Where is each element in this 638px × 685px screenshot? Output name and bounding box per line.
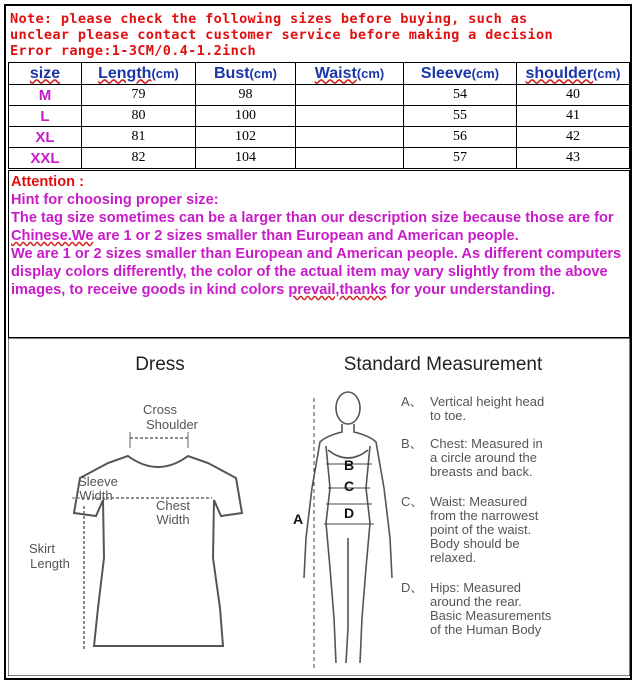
attention-hint: Hint for choosing proper size:	[11, 192, 219, 208]
sleeve-cell: 55	[404, 106, 517, 127]
label-d: D	[343, 505, 355, 521]
note-line-2: unclear please contact customer service before making a decision	[10, 27, 553, 43]
length-cell: 81	[82, 127, 196, 148]
item-c-line-5: relaxed.	[430, 550, 477, 565]
size-cell: XL	[9, 127, 82, 148]
item-d-line-3: Basic Measurements	[430, 608, 552, 623]
col-length: Length(cm)	[82, 63, 196, 85]
col-sleeve: Sleeve(cm)	[404, 63, 517, 85]
length-cell: 82	[82, 148, 196, 169]
length-cell: 80	[82, 106, 196, 127]
col-size: size	[9, 63, 82, 85]
bust-cell: 100	[196, 106, 296, 127]
bust-cell: 102	[196, 127, 296, 148]
label-a: A	[292, 511, 304, 527]
shoulder-cell: 43	[517, 148, 630, 169]
size-table	[8, 62, 630, 169]
size-note	[10, 11, 626, 59]
note-line-3: Error range:1-3CM/0.4-1.2inch	[10, 43, 257, 59]
item-d-line-4: of the Human Body	[430, 622, 542, 637]
shoulder-cell: 41	[517, 106, 630, 127]
length-cell: 79	[82, 85, 196, 106]
waist-cell	[296, 127, 404, 148]
chest-label-1: Chest	[156, 498, 190, 513]
item-c-key: C、	[401, 494, 424, 509]
table-row	[9, 148, 630, 169]
bust-cell: 98	[196, 85, 296, 106]
size-cell: M	[9, 85, 82, 106]
skirt-label-1: Skirt	[29, 541, 55, 556]
item-d-line-1: Hips: Measured	[430, 580, 522, 595]
cross-label-2: Shoulder	[145, 417, 199, 432]
skirt-label-2: Length	[30, 556, 70, 571]
sleeve-cell: 56	[404, 127, 517, 148]
sleeve-cell: 57	[404, 148, 517, 169]
dress-title: Dress	[135, 354, 185, 375]
label-c: C	[343, 478, 355, 494]
item-c-line-4: Body should be	[430, 536, 520, 551]
sleeve-cell: 54	[404, 85, 517, 106]
table-row	[9, 106, 630, 127]
size-cell: L	[9, 106, 82, 127]
waist-cell	[296, 148, 404, 169]
attention-paragraph-2: We are 1 or 2 sizes smaller than European and American people. As different computers display colors differently, the color of the actual item may vary slightly from the above images, to receive goods in kind colors prevail,thanks for your understanding.	[11, 246, 622, 298]
item-a-line-1: Vertical height head	[430, 394, 545, 409]
chest-label-2: Width	[156, 512, 190, 527]
item-c-line-1: Waist: Measured	[430, 494, 528, 509]
item-d-key: D、	[401, 580, 424, 595]
item-b-line-2: a circle around the	[430, 450, 537, 465]
cross-label-1: Cross	[143, 402, 177, 417]
shoulder-cell: 40	[517, 85, 630, 106]
item-a-line-2: to toe.	[430, 408, 467, 423]
item-b-line-3: breasts and back.	[430, 464, 533, 479]
size-cell: XXL	[9, 148, 82, 169]
sleeve-label-1: Sleeve	[78, 474, 118, 489]
col-bust: Bust(cm)	[196, 63, 296, 85]
measurement-title: Standard Measurement	[343, 354, 543, 375]
attention-title: Attention :	[11, 174, 84, 190]
waist-cell	[296, 85, 404, 106]
size-table-header	[9, 63, 630, 85]
note-line-1: Note: please check the following sizes before buying, such as	[10, 11, 528, 27]
measurement-figure	[8, 338, 630, 676]
waist-cell	[296, 106, 404, 127]
item-b-line-1: Chest: Measured in	[430, 436, 543, 451]
item-d-line-2: around the rear.	[430, 594, 522, 609]
attention-paragraph-1: The tag size sometimes can be a larger than our description size because those are for Chinese.We are 1 or 2 sizes smaller than European and American people.	[11, 210, 614, 244]
item-b-key: B、	[401, 436, 423, 451]
item-c-line-2: from the narrowest	[430, 508, 539, 523]
table-row	[9, 127, 630, 148]
attention-box	[8, 170, 630, 338]
bust-cell: 104	[196, 148, 296, 169]
item-c-line-3: point of the waist.	[430, 522, 532, 537]
shoulder-cell: 42	[517, 127, 630, 148]
table-row	[9, 85, 630, 106]
label-b: B	[343, 457, 355, 473]
item-a-key: A、	[401, 394, 423, 409]
col-waist: Waist(cm)	[296, 63, 404, 85]
col-shoulder: shoulder(cm)	[517, 63, 630, 85]
sleeve-label-2: Width	[79, 488, 113, 503]
